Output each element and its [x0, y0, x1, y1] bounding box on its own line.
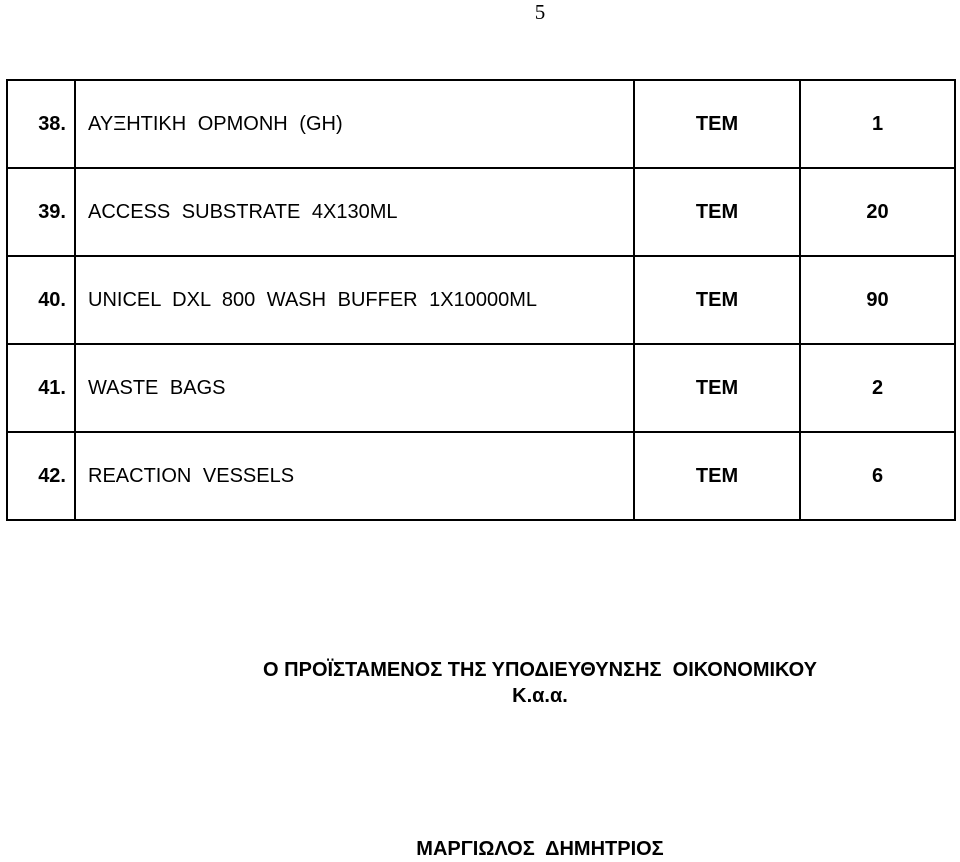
item-number: 38.: [7, 80, 75, 168]
item-quantity: 20: [800, 168, 955, 256]
item-quantity: 90: [800, 256, 955, 344]
item-description: REACTION VESSELS: [75, 432, 634, 520]
table-row: [7, 432, 955, 520]
item-quantity: 2: [800, 344, 955, 432]
item-quantity: 1: [800, 80, 955, 168]
item-quantity: 6: [800, 432, 955, 520]
item-description: ΑΥΞΗΤΙΚΗ ΟΡΜΟΝΗ (GH): [75, 80, 634, 168]
item-unit: TEM: [634, 344, 800, 432]
items-table: [6, 79, 956, 521]
item-unit: TEM: [634, 256, 800, 344]
item-description: UNICEL DXL 800 WASH BUFFER 1X10000ML: [75, 256, 634, 344]
item-number: 39.: [7, 168, 75, 256]
signature-name: ΜΑΡΓΙΩΛΟΣ ΔΗΜΗΤΡΙΟΣ: [416, 838, 664, 860]
item-number: 42.: [7, 432, 75, 520]
signature-title: Ο ΠΡΟΪΣΤΑΜΕΝΟΣ ΤΗΣ ΥΠΟΔΙΕΥΘΥΝΣΗΣ ΟΙΚΟΝΟΜΙΚΟΥ: [263, 659, 817, 681]
item-unit: TEM: [634, 432, 800, 520]
signature-role: Κ.α.α.: [512, 685, 568, 707]
item-number: 41.: [7, 344, 75, 432]
item-unit: TEM: [634, 168, 800, 256]
table-row: [7, 344, 955, 432]
item-number: 40.: [7, 256, 75, 344]
table-row: [7, 256, 955, 344]
item-unit: TEM: [634, 80, 800, 168]
item-description: ACCESS SUBSTRATE 4X130ML: [75, 168, 634, 256]
page-number: 5: [534, 0, 546, 24]
table-row: [7, 80, 955, 168]
item-description: WASTE BAGS: [75, 344, 634, 432]
table-row: [7, 168, 955, 256]
